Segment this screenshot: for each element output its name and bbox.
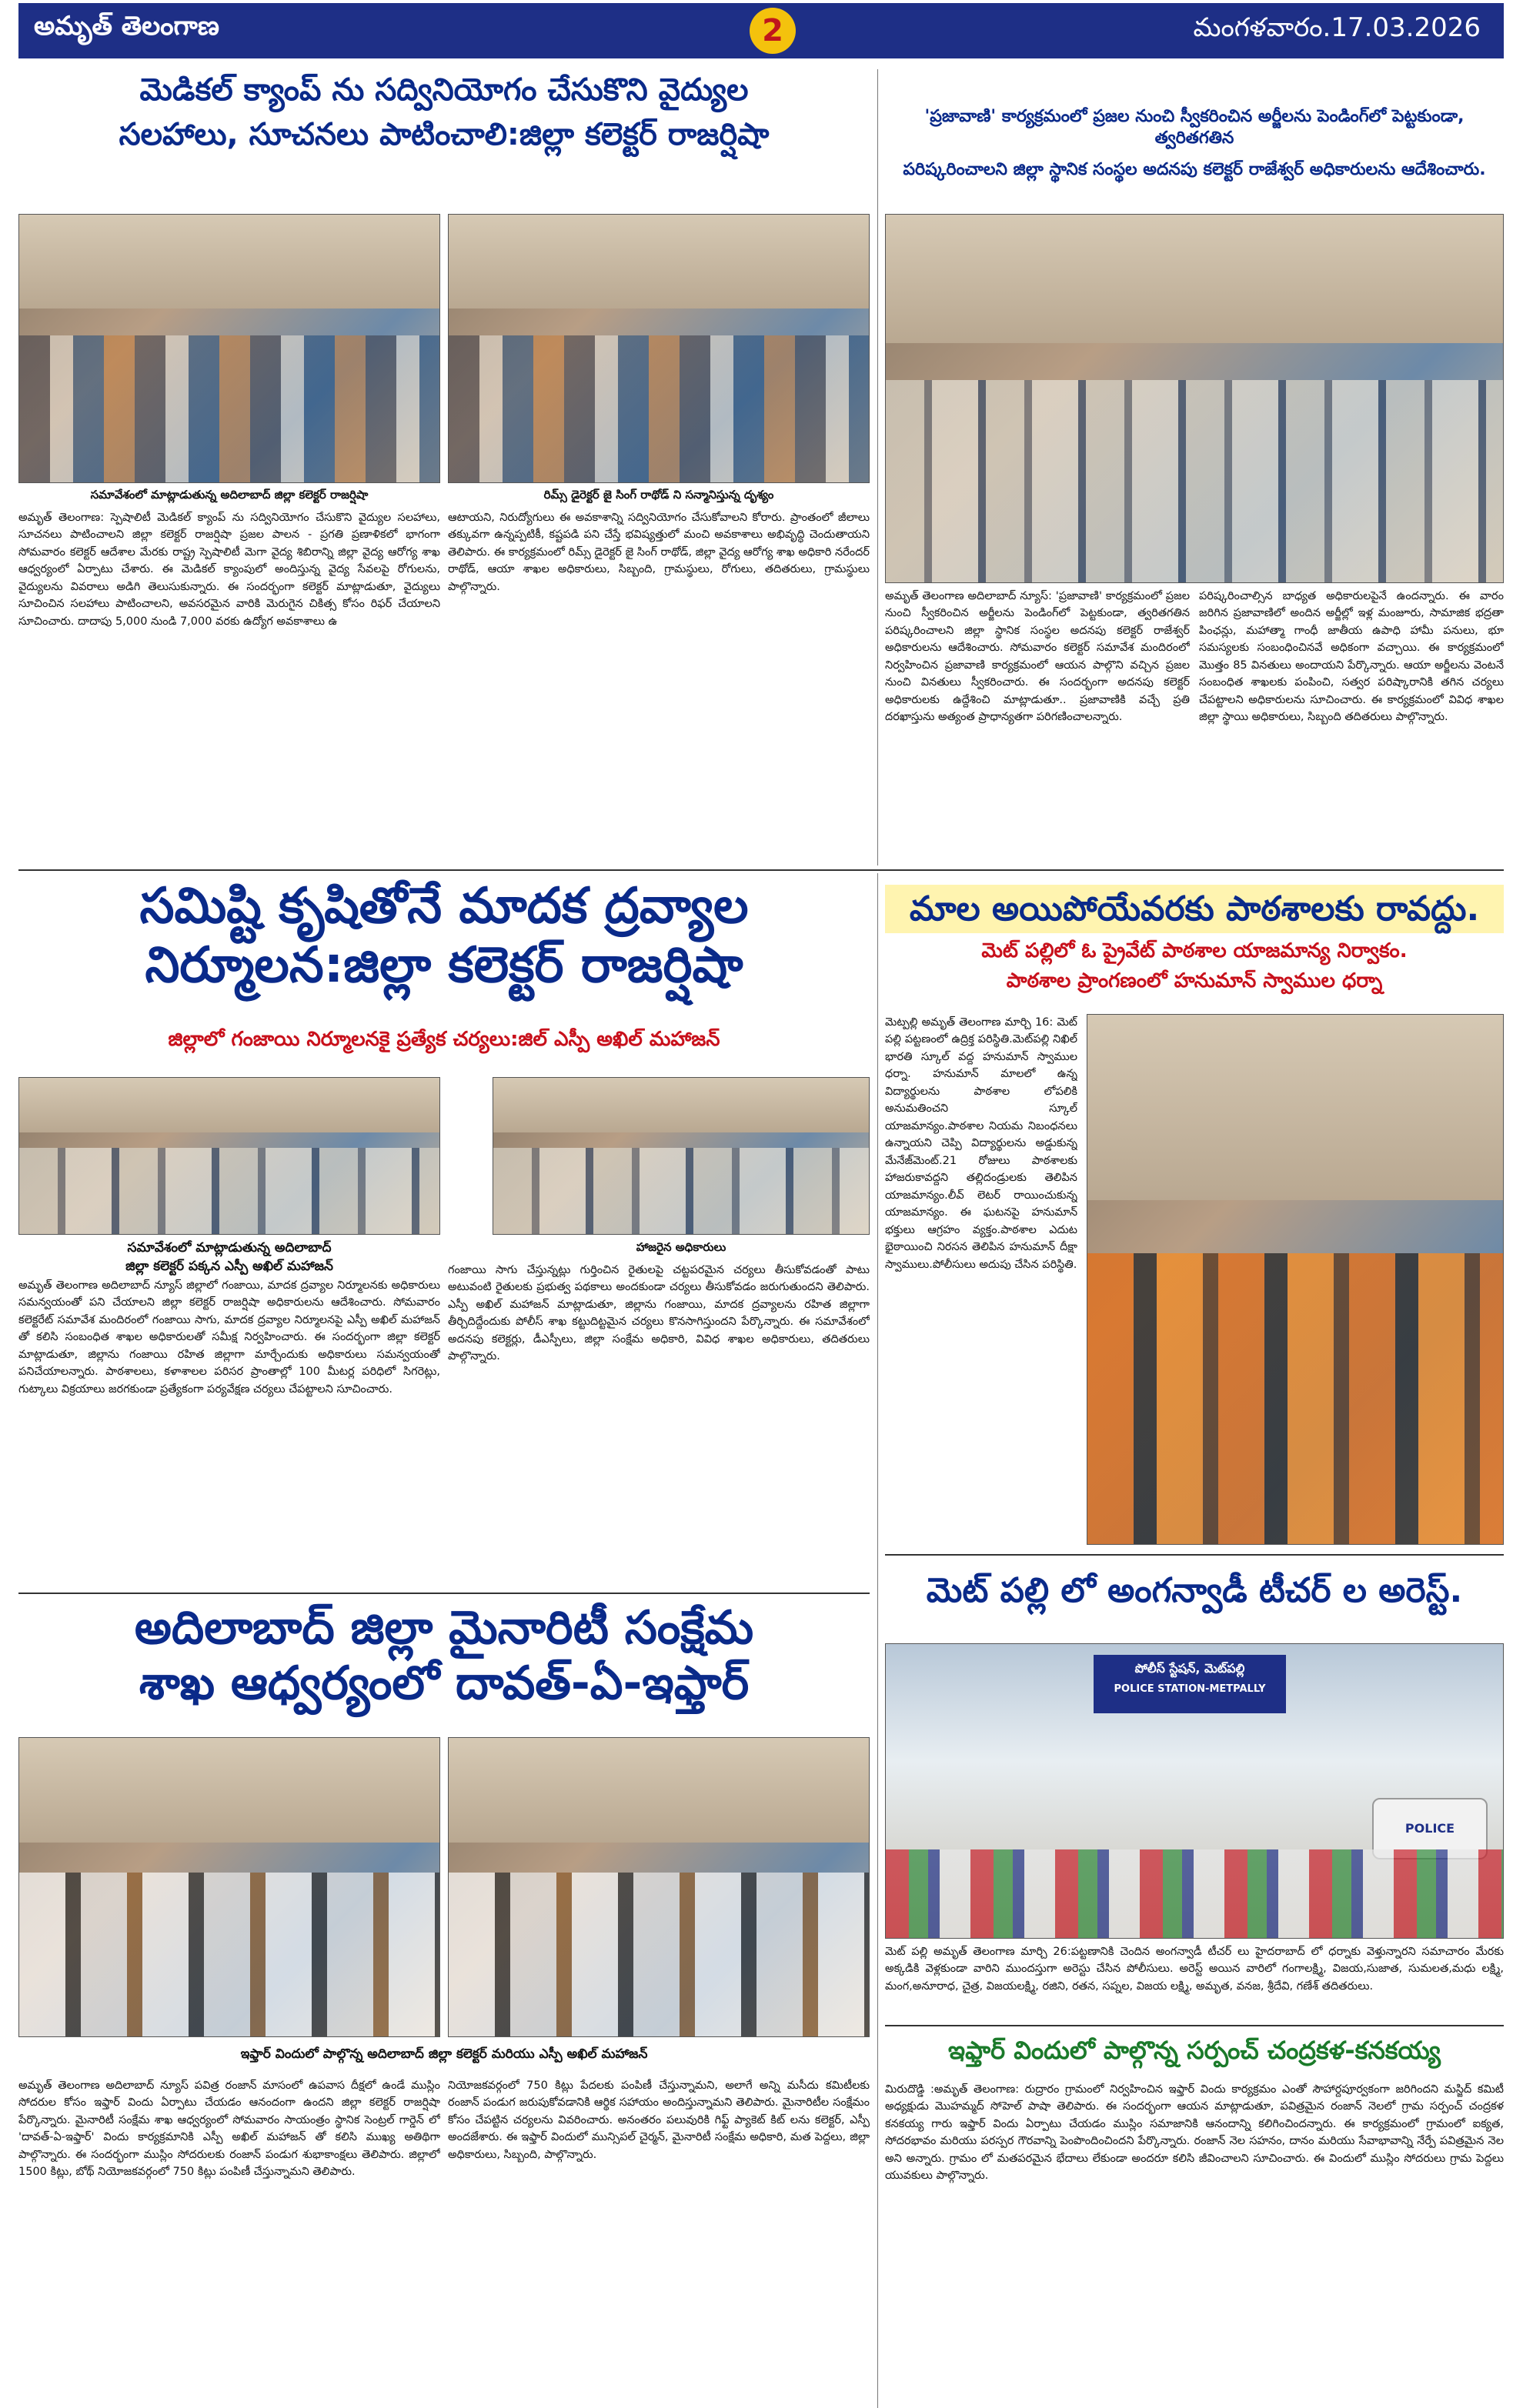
story2-text-left: అమృత్ తెలంగాణ అదిలాబాద్ న్యూస్: 'ప్రజావాణి' కార్యక్రమంలో ప్రజల నుంచి స్వీకరించిన అర్జీలను పెండింగ్‌లో పెట్టకుండా, త్వరితగతిన పరిష్కరించాలని జిల్లా స్థానిక సంస్థల అదనపు కలెక్టర్ రాజేశ్వర్ అధికారులను ఆదేశించారు. సోమవారం కలెక్టర్ సమావేశ మందిరంలో నిర్వహించిన ప్రజావాణి కార్యక్రమంలో ఆయన పాల్గొని వచ్చిన ప్రజల నుంచి వినతులు స్వీకరించారు. ఈ సందర్భంగా అదనపు కలెక్టర్ అధికారులకు ఉద్దేశించి మాట్లాడుతూ.. ప్రజావాణికి వచ్చే ప్రతి దరఖాస్తును అత్యంత ప్రాధాన్యతగా పరిగణించాలన్నారు. bbox=[885, 590, 1190, 724]
police-car-label: POLICE bbox=[1404, 1821, 1455, 1836]
story1-caption-right: రిమ్స్ డైరెక్టర్ జై సింగ్ రాథోడ్ ని సన్మానిస్తున్న దృశ్యం bbox=[543, 488, 774, 502]
story3-caption-right: హాజరైన అధికారులు bbox=[636, 1240, 726, 1254]
story3-photo-left bbox=[18, 1077, 440, 1235]
story3-caption-left-line2: జిల్లా కలెక్టర్ పక్కన ఎస్పీ అఖిల్ మహాజన్ bbox=[125, 1259, 333, 1274]
section-divider bbox=[885, 1554, 1504, 1556]
story1-text-left: అమృత్ తెలంగాణ: స్పెషాలిటీ మెడికల్ క్యాంప్ ను సద్వినియోగం చేసుకొని వైద్యుల సలహాలు, సూచనలు పాటించాలని జిల్లా కలెక్టర్ రాజర్షిషా ప్రజల పాలన - ప్రగతి ప్రణాళికలో భాగంగా సోమవారం కలెక్టర్ ఆదేశాల మేరకు రాష్ట్ర స్పెషాలిటీ మెగా వైద్య శిబిరాన్ని జిల్లా వైద్య ఆరోగ్య శాఖ ఆధ్వర్యంలో ఏర్పాటు చేశారు. ఈ మెడికల్ క్యాంపులో అందిస్తున్న వైద్య సేవలపై రోగులను, వైద్యులను వివరాలు అడిగి తెలుసుకున్నారు. ఈ సందర్భంగా కలెక్టర్ మాట్లాడుతూ, వైద్యులు సూచించిన సలహాలు పాటించాలని, అవసరమైన వారికి మెరుగైన చికిత్స కోసం రిఫర్ చేయాలని సూచించారు. దాదాపు 5,000 నుండి 7,000 వరకు ఉద్యోగ అవకాశాలు ఉ bbox=[18, 512, 440, 628]
story1-headline-line1: మెడికల్ క్యాంప్ ను సద్వినియోగం చేసుకొని వైద్యుల bbox=[139, 72, 749, 108]
story5-photo-right bbox=[448, 1737, 870, 2037]
story4-headline: మాల అయిపోయేవరకు పాఠశాలకు రావద్దు. bbox=[885, 885, 1504, 933]
story7-headline: ఇఫ్తార్ విందులో పాల్గొన్న సర్పంచ్ చంద్రకళ-కనకయ్య bbox=[948, 2036, 1441, 2065]
story2-headline-line2: పరిష్కరించాలని జిల్లా స్థానిక సంస్థల అదనపు కలెక్టర్ రాజేశ్వర్ అధికారులను ఆదేశించారు. bbox=[903, 160, 1486, 179]
issue-date: మంగళవారం.17.03.2026 bbox=[1193, 12, 1481, 43]
section-divider bbox=[18, 869, 1504, 871]
story3-text-left: అమృత్ తెలంగాణ అదిలాబాద్ న్యూస్ జిల్లాలో గంజాయి, మాదక ద్రవ్యాల నిర్మూలనకు అధికారులు సమన్వయంతో పని చేయాలని జిల్లా కలెక్టర్ రాజర్షిషా అధికారులను ఆదేశించారు. సోమవారం కలెక్టరేట్ సమావేశ మందిరంలో గంజాయి సాగు, మాదక ద్రవ్యాల నిర్మూలనపై ఎస్పీ అఖిల్ మహాజన్ తో కలిసి సంబంధిత శాఖల అధికారులతో సమీక్ష నిర్వహించారు. ఈ సందర్భంగా జిల్లా కలెక్టర్ మాట్లాడుతూ, జిల్లాను గంజాయి రహిత జిల్లాగా మార్చేందుకు అధికారులు సమన్వయంతో పనిచేయాలన్నారు. పాఠశాలలు, కళాశాలల పరిసర ప్రాంతాల్లో 100 మీటర్ల పరిధిలో సిగరెట్లు, గుట్కాలు విక్రయాలు జరగకుండా ప్రత్యేకంగా పర్యవేక్షణ చర్యలు చేపట్టాలని సూచించారు. bbox=[18, 1279, 440, 1396]
station-sign bbox=[1094, 1655, 1286, 1713]
story3-headline bbox=[18, 877, 870, 996]
story3-subhead: జిల్లాలో గంజాయి నిర్మూలనకై ప్రత్యేక చర్యలు:జిల్ ఎస్పీ అఖిల్ మహాజన్ bbox=[168, 1028, 720, 1051]
story2-photo bbox=[885, 214, 1504, 583]
page-number-badge: 2 bbox=[750, 8, 796, 54]
story5-text-left: అమృత్ తెలంగాణ అదిలాబాద్ న్యూస్ పవిత్ర రంజాన్ మాసంలో ఉపవాస దీక్షలో ఉండే ముస్లిం సోదరుల కోసం ఇఫ్తార్ విందు ఏర్పాటు చేయడం ఆనందంగా ఉందని జిల్లా కలెక్టర్ రాజర్షిషా పేర్కొన్నారు. మైనారిటీ సంక్షేమ శాఖ ఆధ్వర్యంలో సోమవారం సాయంత్రం స్థానిక సెంట్రల్ గార్డెన్ లో 'దావత్-ఏ-ఇఫ్తార్' విందు కార్యక్రమానికి ఎస్పీ అఖిల్ మహాజన్ తో కలిసి ముఖ్య అతిథిగా పాల్గొన్నారు. ఈ సందర్భంగా ముస్లిం సోదరులకు రంజాన్ పండుగ శుభాకాంక్షలు తెలిపారు. జిల్లాలో 1500 కిట్లు, బోథ్ నియోజకవర్గంలో 750 కిట్లు పంపిణీ చేస్తున్నామని తెలిపారు. bbox=[18, 2079, 440, 2179]
column-divider bbox=[877, 873, 878, 2408]
story3-headline-line1: సమిష్టి కృషితోనే మాదక ద్రవ్యాల bbox=[139, 878, 749, 935]
section-divider bbox=[18, 1593, 870, 1594]
masthead bbox=[18, 3, 1504, 58]
story5-headline-line2: శాఖ ఆధ్వర్యంలో దావత్-ఏ-ఇఫ్తార్ bbox=[139, 1656, 750, 1710]
story1-caption-left: సమావేశంలో మాట్లాడుతున్న అదిలాబాద్ జిల్లా కలెక్టర్ రాజర్షిషా bbox=[90, 488, 369, 502]
story5-caption: ఇఫ్తార్ విందులో పాల్గొన్న అదిలాబాద్ జిల్లా కలెక్టర్ మరియు ఎస్పీ అఖిల్ మహాజన్ bbox=[240, 2046, 648, 2062]
station-sign-telugu: పోలీస్ స్టేషన్, మెట్‌పల్లి bbox=[1134, 1661, 1245, 1676]
station-sign-english: POLICE STATION-METPALLY bbox=[1114, 1683, 1266, 1695]
story2-text-right: పరిష్కరించాల్సిన బాధ్యత అధికారులపైనే ఉందన్నారు. ఈ వారం జరిగిన ప్రజావాణిలో అందిన అర్జీల్లో ఇళ్ల మంజూరు, సామాజిక భద్రతా పింఛన్లు, మహాత్మా గాంధీ జాతీయ ఉపాధి హామీ పనులు, భూ సమస్యలకు సంబంధించినవే అధికంగా వచ్చాయి. ఈ కార్యక్రమంలో మొత్తం 85 వినతులు అందాయని పేర్కొన్నారు. ఆయా అర్జీలను వెంటనే సంబంధిత శాఖలకు పంపించి, సత్వర పరిష్కారానికి తగిన చర్యలు చేపట్టాలని అధికారులను సూచించారు. ఈ కార్యక్రమంలో వివిధ శాఖల జిల్లా స్థాయి అధికారులు, సిబ్బంది తదితరులు పాల్గొన్నారు. bbox=[1199, 590, 1504, 724]
story4-subhead bbox=[885, 939, 1504, 993]
story1-headline bbox=[18, 71, 870, 154]
story2-headline-line1: 'ప్రజావాణి' కార్యక్రమంలో ప్రజల నుంచి స్వీకరించిన అర్జీలను పెండింగ్‌లో పెట్టకుండా, త్వరితగతిన bbox=[924, 107, 1465, 148]
story4-subhead-line2: పాఠశాల ప్రాంగణంలో హనుమాన్ స్వాముల ధర్నా bbox=[1006, 969, 1383, 992]
story5-headline bbox=[18, 1600, 870, 1711]
story1-photo-left bbox=[18, 214, 440, 483]
story3-caption-left bbox=[18, 1240, 440, 1277]
newspaper-brand: అమృత్ తెలంగాణ bbox=[34, 11, 219, 42]
story6-photo bbox=[885, 1643, 1504, 1939]
story3-text-right: గంజాయి సాగు చేస్తున్నట్లు గుర్తించిన రైతులపై చట్టపరమైన చర్యలు తీసుకోవడంతో పాటు అటువంటి రైతులకు ప్రభుత్వ పథకాలు అందకుండా చర్యలు తీసుకోవడం జరుగుతుందని తెలిపారు. ఎస్పీ అఖిల్ మహాజన్ మాట్లాడుతూ, జిల్లాను గంజాయి, మాదక ద్రవ్యాలను రహిత జిల్లాగా తీర్చిదిద్దేందుకు పోలీస్ శాఖ కట్టుదిట్టమైన చర్యలు కొనసాగిస్తుందని పేర్కొన్నారు. ఈ సమావేశంలో అదనపు కలెక్టర్లు, డీఎస్పీలు, జిల్లా సంక్షేమ అధికారి, వివిధ శాఖల అధికారులు, తదితరులు పాల్గొన్నారు. bbox=[448, 1264, 870, 1363]
story1-text-right: ఆటాయని, నిరుద్యోగులు ఈ అవకాశాన్ని సద్వినియోగం చేసుకోవాలని కోరారు. ప్రాంతంలో జీలాలు తక్కువగా ఉన్నప్పటికీ, కష్టపడి పని చేస్తే భవిష్యత్తులో మంచి అవకాశాలు అభివృద్ధి చెందుతాయని తెలిపారు. ఈ కార్యక్రమంలో రిమ్స్ డైరెక్టర్ జై సింగ్ రాథోడ్, జిల్లా వైద్య ఆరోగ్య శాఖ అధికారి నరేందర్ రాథోడ్, ఆయా శాఖల అధికారులు, సిబ్బంది, గ్రామస్థులు, రోగులు, తదితరులు, గ్రామస్థులు పాల్గొన్నారు. bbox=[448, 512, 870, 593]
story3-headline-line2: నిర్మూలన:జిల్లా కలెక్టర్ రాజర్షిషా bbox=[145, 936, 743, 994]
story3-caption-left-line1: సమావేశంలో మాట్లాడుతున్న అదిలాబాద్ bbox=[127, 1240, 332, 1256]
story1-headline-line2: సలహాలు, సూచనలు పాటించాలి:జిల్లా కలెక్టర్ రాజర్షిషా bbox=[119, 117, 770, 152]
story4-subhead-line1: మెట్ పల్లిలో ఓ ప్రైవేట్ పాఠశాల యాజమాన్య నిర్వాకం. bbox=[981, 939, 1408, 962]
story3-photo-right bbox=[493, 1077, 870, 1235]
story4-text: మెట్పల్లి అమృత్ తెలంగాణ మార్చి 16: మెట్ పల్లి పట్టణంలో ఉద్రిక్త పరిస్థితి.మెట్‌పల్లి నిఖిల్ భారతి స్కూల్ వద్ద హనుమాన్ స్వాముల ధర్నా. హనుమాన్ మాలలో ఉన్న విద్యార్థులను పాఠశాల లోపలికి అనుమతించని స్కూల్ యాజమాన్యం.పాఠశాల నియమ నిబంధనలు ఉన్నాయని చెప్పి విద్యార్థులను అడ్డుకున్న మేనేజ్‌మెంట్.21 రోజులు పాఠశాలకు హాజరుకావద్దని తల్లిదండ్రులకు తెలిపిన యాజమాన్యం.లీవ్ లెటర్ రాయించుకున్న యాజమాన్యం. ఈ ఘటనపై హనుమాన్ భక్తులు ఆగ్రహం వ్యక్తం.పాఠశాల ఎదుట భైఠాయించి నిరసన తెలిపిన హనుమాన్ దీక్షా స్వాములు.పోలీసులు అదుపు చేసిన పరిస్థితి. bbox=[885, 1016, 1077, 1271]
story2-headline bbox=[885, 106, 1504, 181]
story4-photo bbox=[1087, 1014, 1504, 1545]
story5-headline-line1: అదిలాబాద్ జిల్లా మైనారిటీ సంక్షేమ bbox=[134, 1601, 754, 1655]
story1-photo-right bbox=[448, 214, 870, 483]
section-divider bbox=[885, 2025, 1504, 2026]
column-divider bbox=[877, 69, 878, 865]
story6-text: మెట్ పల్లి అమృత్ తెలంగాణ మార్చి 26:పట్టణానికి చెందిన అంగన్వాడీ టీచర్ లు హైదరాబాద్ లో ధర్నాకు వెళ్తున్నారని సమాచారం మేరకు అక్కడికి వెళ్లకుండా వారిని ముందస్తుగా అరెస్టు చేసిన పోలీసులు. అరెస్ట్ అయిన వారిలో గంగాలక్ష్మి, విజయ,సుజాత, సుమలత,మధు లక్ష్మి, మంగ,అనూరాధ, చైత్ర, విజయలక్ష్మి, రజిని, రతన, సప్నల, విజయ లక్ష్మి, అమృత, వనజ, శ్రీదేవి, గణేశ్ తదితరులు. bbox=[885, 1946, 1504, 1993]
story5-photo-left bbox=[18, 1737, 440, 2037]
story6-headline: మెట్ పల్లి లో అంగన్వాడీ టీచర్ ల అరెస్ట్. bbox=[926, 1571, 1463, 1610]
story7-text: మిరుదొడ్డి :అమృత్ తెలంగాణ: రుద్రారం గ్రామంలో నిర్వహించిన ఇఫ్తార్ విందు కార్యక్రమం ఎంతో సౌహార్దపూర్వకంగా జరిగిందని మస్జిద్ కమిటీ అధ్యక్షుడు మొహమ్మద్ సోహెల్ పాషా తెలిపారు. ఈ సందర్భంగా ఆయన మాట్లాడుతూ, పవిత్రమైన రంజాన్ నెలలో గ్రామ సర్పంచ్ చంద్రకళ కనకయ్య గారు ఇఫ్తార్ విందు ఏర్పాటు చేయడం ముస్లిం సమాజానికి ఆనందాన్ని కలిగించిందన్నారు. ఈ కార్యక్రమంలో గ్రామంలో ఐక్యత, సోదరభావం మరియు పరస్పర గౌరవాన్ని పెంపొందించిందని పేర్కొన్నారు. రంజాన్ నెల సహనం, దానం మరియు సేవాభావాన్ని నేర్పే పవిత్రమైన నెల అని అన్నారు. గ్రామం లో మతపరమైన భేదాలు లేకుండా అందరూ కలిసి జీవించాలని సూచించారు. ఈ విందులో ముస్లిం సోదరులు గ్రామ పెద్దలు యువకులు పాల్గొన్నారు. bbox=[885, 2083, 1504, 2183]
story5-text-right: నియోజకవర్గంలో 750 కిట్లు పేదలకు పంపిణీ చేస్తున్నామని, అలాగే అన్ని మసీదు కమిటీలకు రంజాన్ పండుగ జరుపుకోవడానికి ఆర్థిక సహాయం అందిస్తున్నామని తెలిపారు. మైనారిటీల సంక్షేమం కోసం చేపట్టిన చర్యలను వివరించారు. అనంతరం పలువురికి గిఫ్ట్ ప్యాకెట్ కిట్ లను కలెక్టర్, ఎస్పీ అందజేశారు. ఈ ఇఫ్తార్ విందులో మున్సిపల్ చైర్మన్, మైనారిటీ సంక్షేమ అధికారి, మత పెద్దలు, జిల్లా అధికారులు, సిబ్బంది, పాల్గొన్నారు. bbox=[448, 2079, 870, 2161]
